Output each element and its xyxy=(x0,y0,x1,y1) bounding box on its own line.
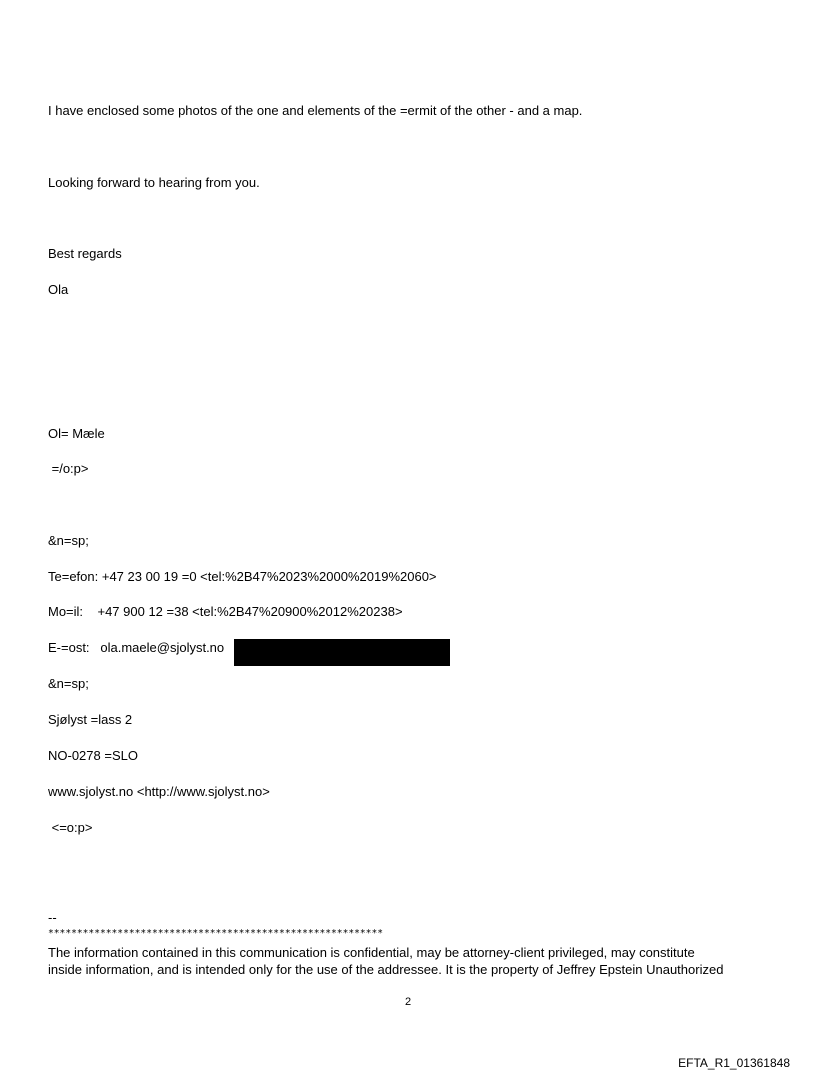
markup-artifact: <=o:p> xyxy=(48,820,93,835)
nbsp-artifact: &n=sp; xyxy=(48,533,89,548)
signature-separator: -- xyxy=(48,910,57,925)
asterisk-divider: ********************************************************** xyxy=(48,928,384,939)
closing-line: Looking forward to hearing from you. xyxy=(48,175,260,190)
markup-artifact: =/o:p> xyxy=(48,461,89,476)
confidentiality-notice xyxy=(48,944,768,978)
page-number: 2 xyxy=(404,996,412,1008)
signature-name: Ol= Mæle xyxy=(48,426,105,441)
disclaimer-line-1: The information contained in this communication is confidential, may be attorney-client privileged, may constitute xyxy=(48,945,695,960)
disclaimer-line-2: inside information, and is intended only for the use of the addressee. It is the property of Jeffrey Epstein Unauthorized xyxy=(48,962,724,977)
sender-first-name: Ola xyxy=(48,282,69,297)
mobile-line: Mo=il: +47 900 12 =38 <tel:%2B47%20900%2012%20238> xyxy=(48,604,403,619)
telephone-line: Te=efon: +47 23 00 19 =0 <tel:%2B47%2023%2000%2019%2060> xyxy=(48,569,437,584)
regards-line: Best regards xyxy=(48,246,122,261)
postal-address: NO-0278 =SLO xyxy=(48,748,138,763)
email-address-line: E-=ost: ola.maele@sjolyst.no xyxy=(48,640,225,655)
street-address: Sjølyst =lass 2 xyxy=(48,712,133,727)
nbsp-artifact: &n=sp; xyxy=(48,676,89,691)
redaction-box xyxy=(234,639,450,666)
enclosed-photos-line: I have enclosed some photos of the one and elements of the =ermit of the other - and a map. xyxy=(48,103,583,118)
website-line: www.sjolyst.no <http://www.sjolyst.no> xyxy=(48,784,270,799)
document-id: EFTA_R1_01361848 xyxy=(678,1056,790,1070)
